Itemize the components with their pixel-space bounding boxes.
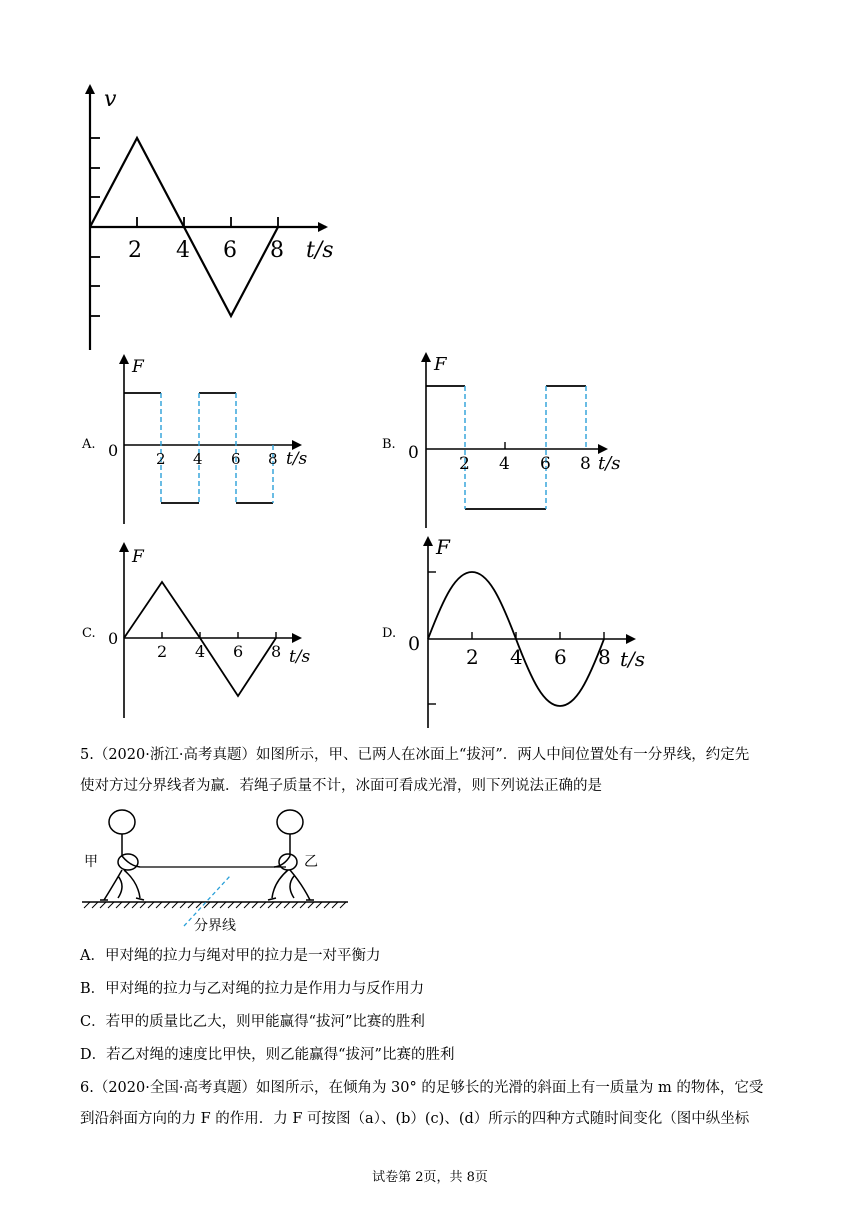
- t-axis-label: t/s: [620, 647, 646, 671]
- tick-label: 8: [268, 450, 278, 468]
- option-c-graph: [100, 538, 320, 723]
- tick-label: 4: [193, 450, 203, 468]
- v-axis-label: v: [104, 87, 117, 112]
- t-axis-label: t/s: [306, 238, 334, 263]
- option-letter-d: D.: [382, 626, 397, 641]
- q5-choice-b: B．甲对绳的拉力与乙对绳的拉力是作用力与反作用力: [80, 981, 425, 997]
- origin-label: 0: [108, 629, 119, 648]
- tick-label: 4: [510, 645, 523, 669]
- velocity-time-graph: [70, 80, 350, 355]
- option-letter-b: B.: [382, 437, 396, 452]
- q5-choice-d: D．若乙对绳的速度比甲快，则乙能赢得“拔河”比赛的胜利: [80, 1047, 455, 1063]
- f-axis-label: F: [434, 354, 447, 375]
- origin-label: 0: [408, 443, 419, 463]
- tick-label: 8: [270, 238, 284, 263]
- option-d-graph: [400, 532, 660, 732]
- t-axis-label: t/s: [598, 453, 621, 474]
- f-axis-label: F: [132, 357, 144, 377]
- tick-label: 6: [540, 454, 551, 474]
- tick-label: 8: [598, 645, 611, 669]
- origin-label: 0: [408, 633, 421, 655]
- option-b-graph: [400, 348, 630, 533]
- f-axis-label: F: [132, 547, 144, 567]
- tick-label: 6: [233, 642, 244, 661]
- tick-label: 2: [157, 642, 168, 661]
- question-5-line-2: 使对方过分界线者为赢．若绳子质量不计，冰面可看成光滑，则下列说法正确的是: [80, 778, 602, 794]
- q5-choice-c: C．若甲的质量比乙大，则甲能赢得“拔河”比赛的胜利: [80, 1014, 425, 1030]
- tick-label: 4: [195, 642, 206, 661]
- tick-label: 2: [466, 645, 479, 669]
- t-axis-label: t/s: [286, 449, 308, 469]
- tick-label: 6: [231, 450, 241, 468]
- option-letter-a: A.: [82, 437, 96, 452]
- tick-label: 4: [176, 238, 190, 263]
- label-jia: 甲: [84, 854, 98, 870]
- label-yi: 乙: [304, 854, 318, 870]
- option-letter-c: C.: [82, 626, 96, 641]
- f-axis-label: F: [436, 535, 450, 559]
- question-5-line-1: 5.（2020·浙江·高考真题）如图所示，甲、已两人在冰面上“拔河”．两人中间位置处有一分界线，约定先: [80, 747, 750, 763]
- question-6-line-2: 到沿斜面方向的力 F 的作用．力 F 可按图（a）、(b）(c)、(d）所示的四种方式随时间变化（图中纵坐标: [80, 1111, 750, 1127]
- label-boundary: 分界线: [194, 918, 236, 934]
- question-6-line-1: 6.（2020·全国·高考真题）如图所示，在倾角为 30° 的足够长的光滑的斜面上有一质量为 m 的物体，它受: [80, 1080, 764, 1096]
- tick-label: 2: [459, 454, 470, 474]
- tick-label: 4: [499, 454, 510, 474]
- tick-label: 2: [156, 450, 166, 468]
- tick-label: 2: [128, 238, 142, 263]
- tug-of-war-figure: [78, 804, 378, 934]
- tick-label: 6: [223, 238, 237, 263]
- page-footer: 试卷第 2页，共 8页: [372, 1170, 488, 1185]
- tick-label: 8: [271, 642, 282, 661]
- option-a-graph: [100, 348, 320, 528]
- origin-label: 0: [108, 441, 119, 460]
- t-axis-label: t/s: [289, 647, 311, 667]
- tick-label: 6: [554, 645, 567, 669]
- tick-label: 8: [580, 454, 591, 474]
- q5-choice-a: A．甲对绳的拉力与绳对甲的拉力是一对平衡力: [80, 948, 381, 964]
